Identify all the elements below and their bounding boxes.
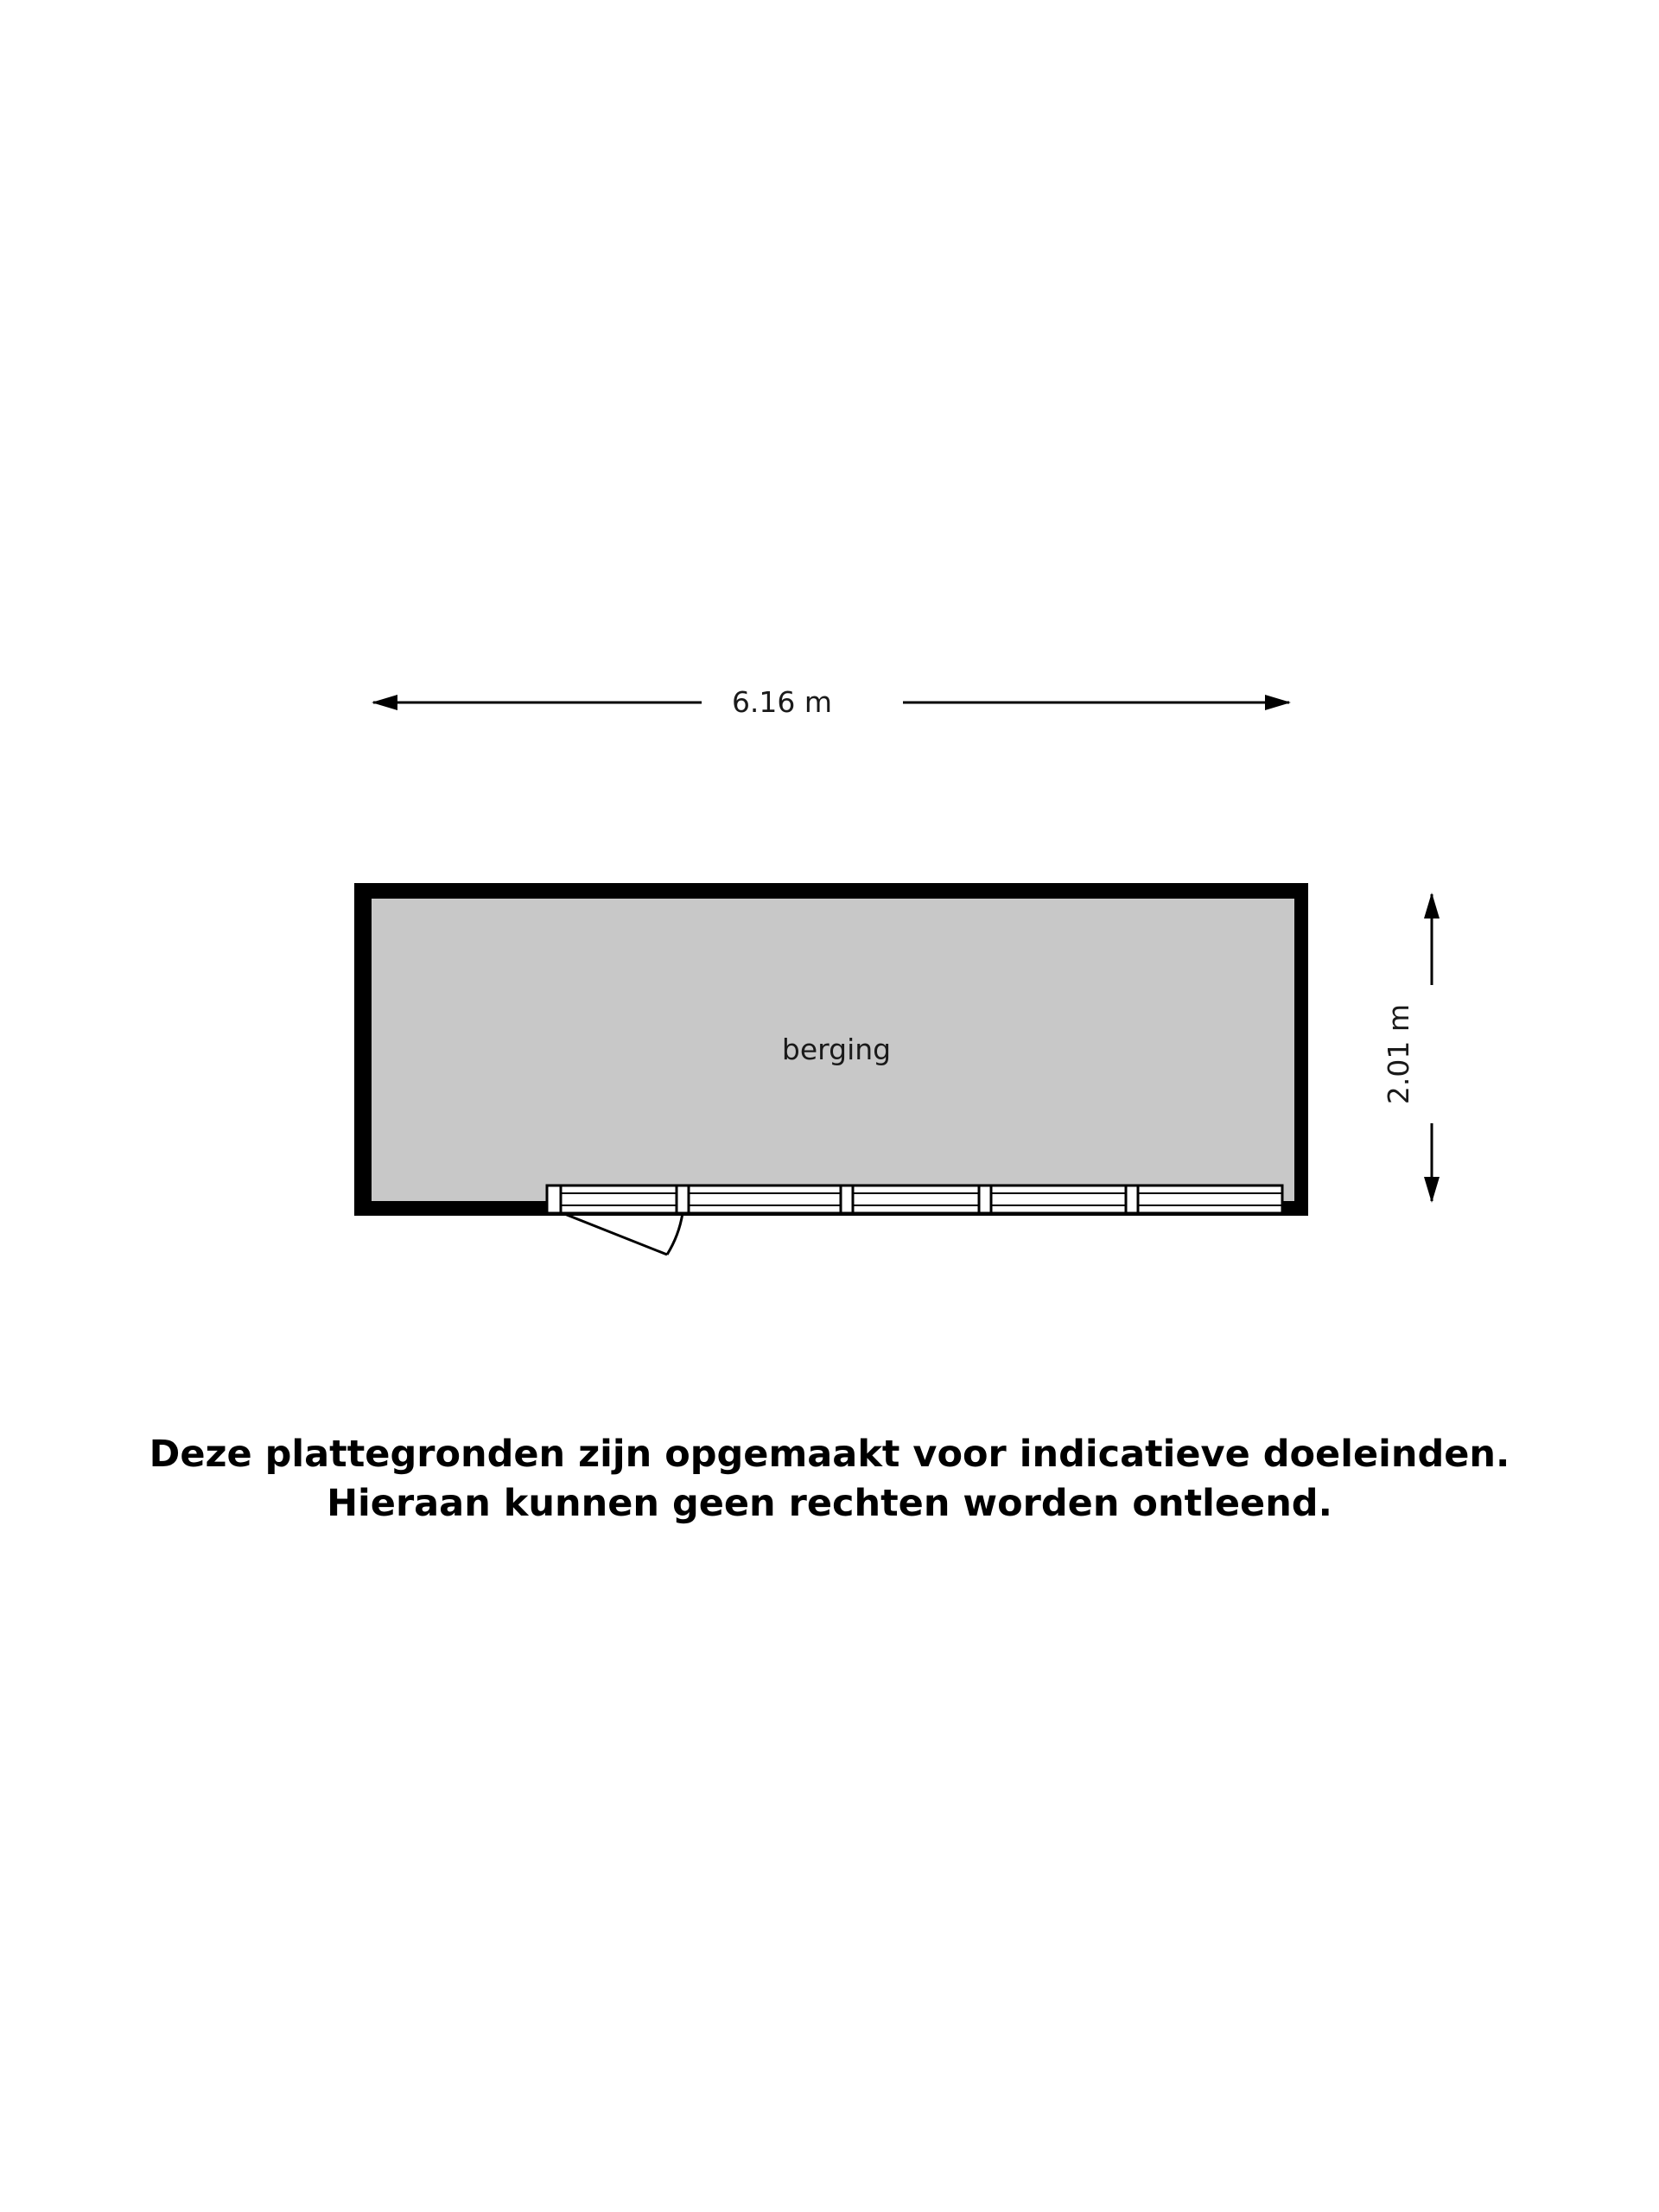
dimension-width-label: 6.16 m [731,685,833,719]
disclaimer-line-2: Hieraan kunnen geen rechten worden ontleend. [327,1481,1332,1525]
disclaimer-text [0,1430,1659,1529]
dimension-height-label: 2.01 m [1382,1003,1415,1105]
entry-door [563,1213,683,1255]
dimension-height [1382,893,1440,1203]
room-label-berging: berging [781,1033,892,1066]
dimension-width [372,685,1291,719]
disclaimer-line-1: Deze plattegronden zijn opgemaakt voor indicatieve doeleinden. [149,1433,1510,1476]
window-band [547,1185,1282,1213]
room-berging [354,883,1308,1216]
